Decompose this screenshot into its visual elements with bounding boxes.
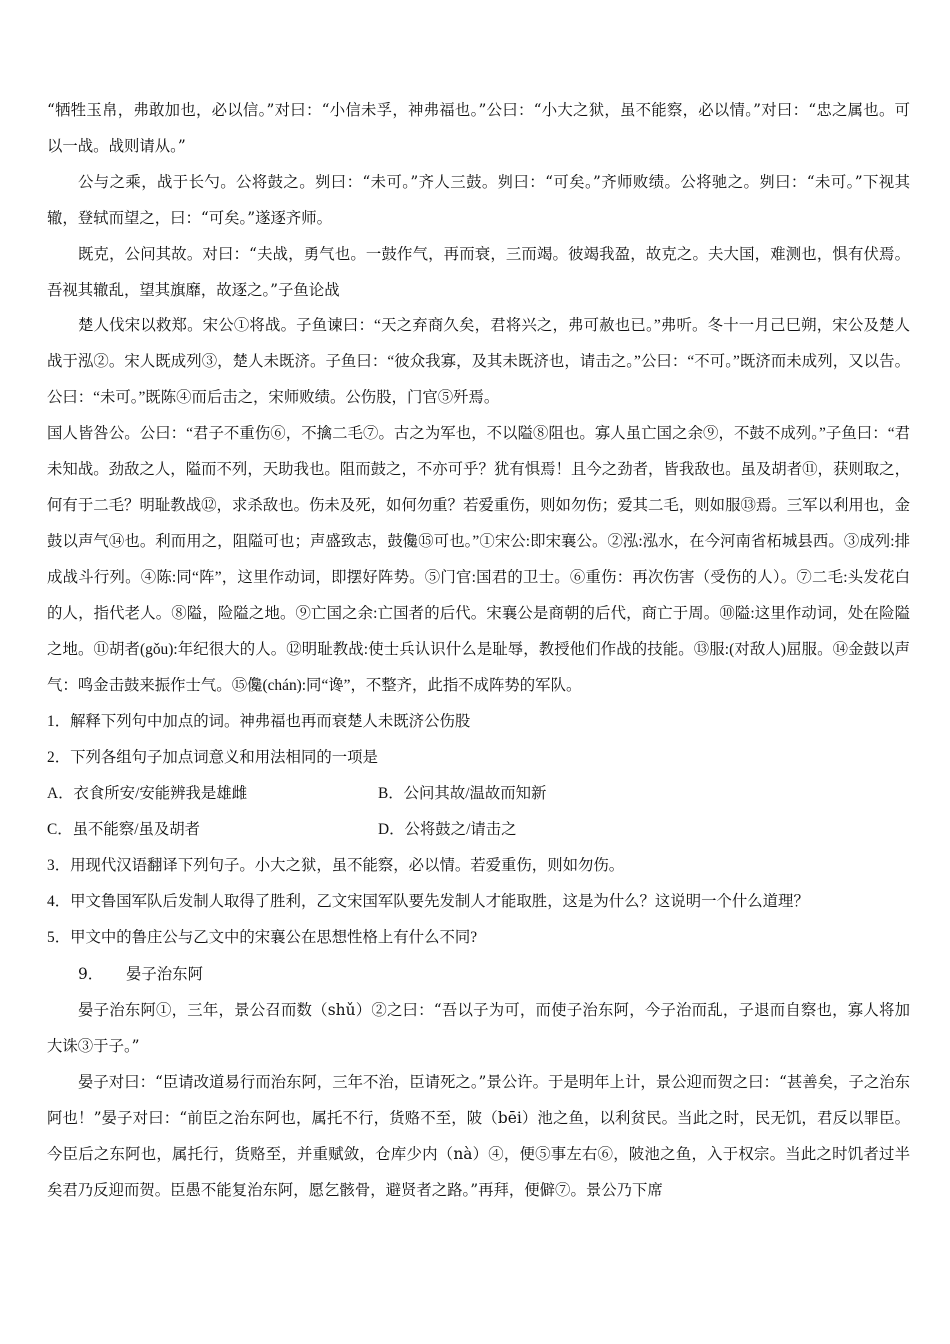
section-9-number: 9． bbox=[78, 965, 104, 983]
option-c: C．虽不能察/虽及胡者 bbox=[47, 821, 201, 838]
option-a: A．衣食所安/安能辨我是雄雌 bbox=[47, 785, 248, 802]
section-9-title: 晏子治东阿 bbox=[126, 965, 203, 983]
question-4: 4．甲文鲁国军队后发制人取得了胜利，乙文宋国军队要先发制人才能取胜，这是为什么？这说明一个什么道理？ bbox=[47, 893, 809, 910]
question-2: 2．下列各组句子加点词意义和用法相同的一项是 bbox=[47, 749, 378, 766]
section-9-paragraph-1: 晏子治东阿①，三年，景公召而数（shǔ）②之曰：“吾以子为可，而使子治东阿，今子治而乱，子退而自察也，寡人将加大诛③于子。” bbox=[47, 1001, 910, 1055]
passage-a-paragraph-2: 公与之乘，战于长勺。公将鼓之。刿曰：“未可。”齐人三鼓。刿曰：“可矣。”齐师败绩。公将驰之。刿曰：“未可。”下视其辙，登轼而望之，曰：“可矣。”遂逐齐师。 bbox=[47, 173, 910, 227]
question-1: 1．解释下列句中加点的词。神弗福也再而衰楚人未既济公伤股 bbox=[47, 713, 471, 730]
question-2-options-row-1 bbox=[47, 776, 910, 812]
section-9-paragraph-2: 晏子对曰：“臣请改道易行而治东阿，三年不治，臣请死之。”景公许。于是明年上计，景公迎而贺之曰：“甚善矣，子之治东阿也！”晏子对曰：“前臣之治东阿也，属托不行，货赂不至，陂（bēi）池之鱼，以利贫民。当此之时，民无饥，君反以罪臣。今臣后之东阿也，属托行，货赂至，并重赋敛，仓库少内（nà）④，便⑤事左右⑥，陂池之鱼，入于权宗。当此之时饥者过半矣君乃反迎而贺。臣愚不能复治东阿，愿乞骸骨，避贤者之路。”再拜，便僻⑦。景公乃下席 bbox=[47, 1073, 910, 1199]
passage-b-paragraph-2 bbox=[47, 416, 910, 704]
section-9-heading bbox=[47, 956, 910, 992]
question-3: 3．用现代汉语翻译下列句子。小大之狱，虽不能察，必以情。若爱重伤，则如勿伤。 bbox=[47, 857, 625, 874]
passage-b-body: 国人皆咎公。公曰：“君子不重伤⑥，不擒二毛⑦。古之为军也，不以隘⑧阻也。寡人虽亡国之余⑨，不鼓不成列。”子鱼曰：“君未知战。劲敌之人，隘而不列，天助我也。阻而鼓之，不亦可乎？犹有惧焉！且今之劲者，皆我敌也。虽及胡者⑪，获则取之，何有于二毛？明耻教战⑫，求杀敌也。伤未及死，如何勿重？若爱重伤，则如勿伤；爱其二毛，则如服⑬焉。三军以利用也，金鼓以声气⑭也。利而用之，阻隘可也；声盛致志，鼓儳⑮可也。” bbox=[47, 425, 910, 550]
option-b: B．公问其故/温故而知新 bbox=[378, 785, 547, 802]
question-5: 5．甲文中的鲁庄公与乙文中的宋襄公在思想性格上有什么不同? bbox=[47, 929, 478, 946]
passage-a-paragraph-3: 既克，公问其故。对曰：“夫战，勇气也。一鼓作气，再而衰，三而竭。彼竭我盈，故克之。夫大国，难测也，惧有伏焉。吾视其辙乱，望其旗靡，故逐之。”子鱼论战 bbox=[47, 245, 910, 299]
question-2-options-row-2 bbox=[47, 812, 910, 848]
option-d: D．公将鼓之/请击之 bbox=[378, 821, 517, 838]
passage-a-paragraph-1: “牺牲玉帛，弗敢加也，必以信。”对曰：“小信未孚，神弗福也。”公曰：“小大之狱，虽不能察，必以情。”对曰：“忠之属也。可以一战。战则请从。” bbox=[47, 101, 910, 155]
passage-b-paragraph-1: 楚人伐宋以救郑。宋公①将战。子鱼谏曰：“天之弃商久矣，君将兴之，弗可赦也已。”弗听。冬十一月己巳朔，宋公及楚人战于泓②。宋人既成列③，楚人未既济。子鱼曰：“彼众我寡，及其未既济也，请击之。”公曰：“不可。”既济而未成列，又以告。公曰：“未可。”既陈④而后击之，宋师败绩。公伤股，门官⑤歼焉。 bbox=[47, 317, 910, 406]
passage-b-annotations: ①宋公:即宋襄公。②泓:泓水，在今河南省柘城县西。③成列:排成战斗行列。④陈:同“阵”，这里作动词，即摆好阵势。⑤门官:国君的卫士。⑥重伤：再次伤害（受伤的人）。⑦二毛:头发花白的人，指代老人。⑧隘，险隘之地。⑨亡国之余:亡国者的后代。宋襄公是商朝的后代，商亡于周。⑩隘:这里作动词，处在险隘之地。⑪胡者(gǒu):年纪很大的人。⑫明耻教战:使士兵认识什么是耻辱，教授他们作战的技能。⑬服:(对敌人)屈服。⑭金鼓以声气：鸣金击鼓来振作士气。⑮儳(chán):同“谗”，不整齐，此指不成阵势的军队。 bbox=[47, 533, 910, 694]
